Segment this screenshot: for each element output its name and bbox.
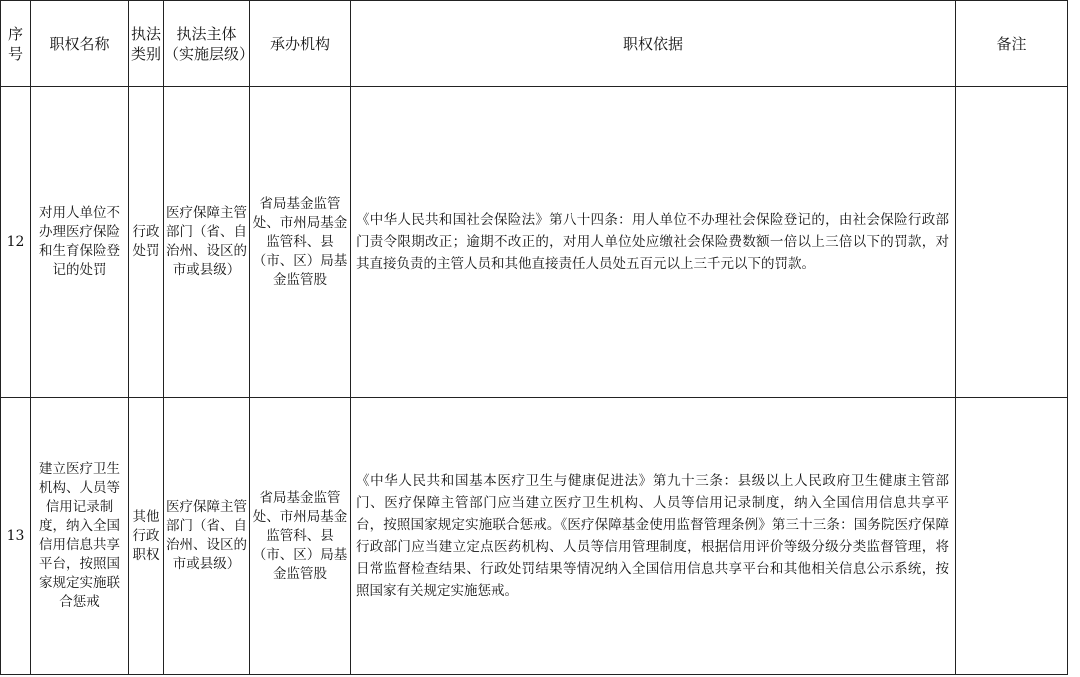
header-org: 承办机构: [250, 1, 351, 87]
row-basis: 《中华人民共和国基本医疗卫生与健康促进法》第九十三条：县级以上人民政府卫生健康主管部门、医疗保障主管部门应当建立医疗卫生机构、人员等信用记录制度，纳入全国信用信息共享平台，按照国家规定实施联合惩戒。《医疗保障基金使用监督管理条例》第三十三条：国务院医疗保障行政部门应当建立定点医药机构、人员等信用管理制度，根据信用评价等级分级分类监督管理，将日常监督检查结果、行政处罚结果等情况纳入全国信用信息共享平台和其他相关信息公示系统，按照国家有关规定实施惩戒。: [351, 398, 956, 675]
header-subject-line1: 执法主体: [176, 24, 237, 43]
row-type: 其他行政职权: [129, 398, 164, 675]
row-remark: [956, 87, 1068, 398]
header-type: [129, 1, 164, 87]
row-subject: 医疗保障主管部门（省、自治州、设区的市或县级）: [164, 87, 250, 398]
header-basis: 职权依据: [351, 1, 956, 87]
table-row: [1, 398, 1068, 675]
row-basis: 《中华人民共和国社会保险法》第八十四条：用人单位不办理社会保险登记的，由社会保险行政部门责令限期改正；逾期不改正的，对用人单位处应缴社会保险费数额一倍以上三倍以下的罚款，对其直接负责的主管人员和其他直接责任人员处五百元以上三千元以下的罚款。: [351, 87, 956, 398]
row-org: 省局基金监管处、市州局基金监管科、县（市、区）局基金监管股: [250, 398, 351, 675]
row-name: 建立医疗卫生机构、人员等信用记录制度，纳入全国信用信息共享平台，按照国家规定实施联合惩戒: [31, 398, 129, 675]
header-remark: 备注: [956, 1, 1068, 87]
header-subject: [164, 1, 255, 87]
row-remark: [956, 398, 1068, 675]
row-seq: 12: [1, 87, 31, 398]
table-row: [1, 87, 1068, 398]
header-type-line1: 执法: [130, 24, 161, 43]
header-type-line2: 类别: [130, 44, 161, 63]
row-subject: 医疗保障主管部门（省、自治州、设区的市或县级）: [164, 398, 250, 675]
header-seq: 序号: [1, 1, 31, 87]
row-name: 对用人单位不办理医疗保险和生育保险登记的处罚: [31, 87, 129, 398]
header-name: 职权名称: [31, 1, 129, 87]
row-seq: 13: [1, 398, 31, 675]
row-type: 行政处罚: [129, 87, 164, 398]
header-subject-line2: （实施层级）: [164, 44, 255, 63]
header-row: [1, 1, 1068, 87]
row-org: 省局基金监管处、市州局基金监管科、县（市、区）局基金监管股: [250, 87, 351, 398]
